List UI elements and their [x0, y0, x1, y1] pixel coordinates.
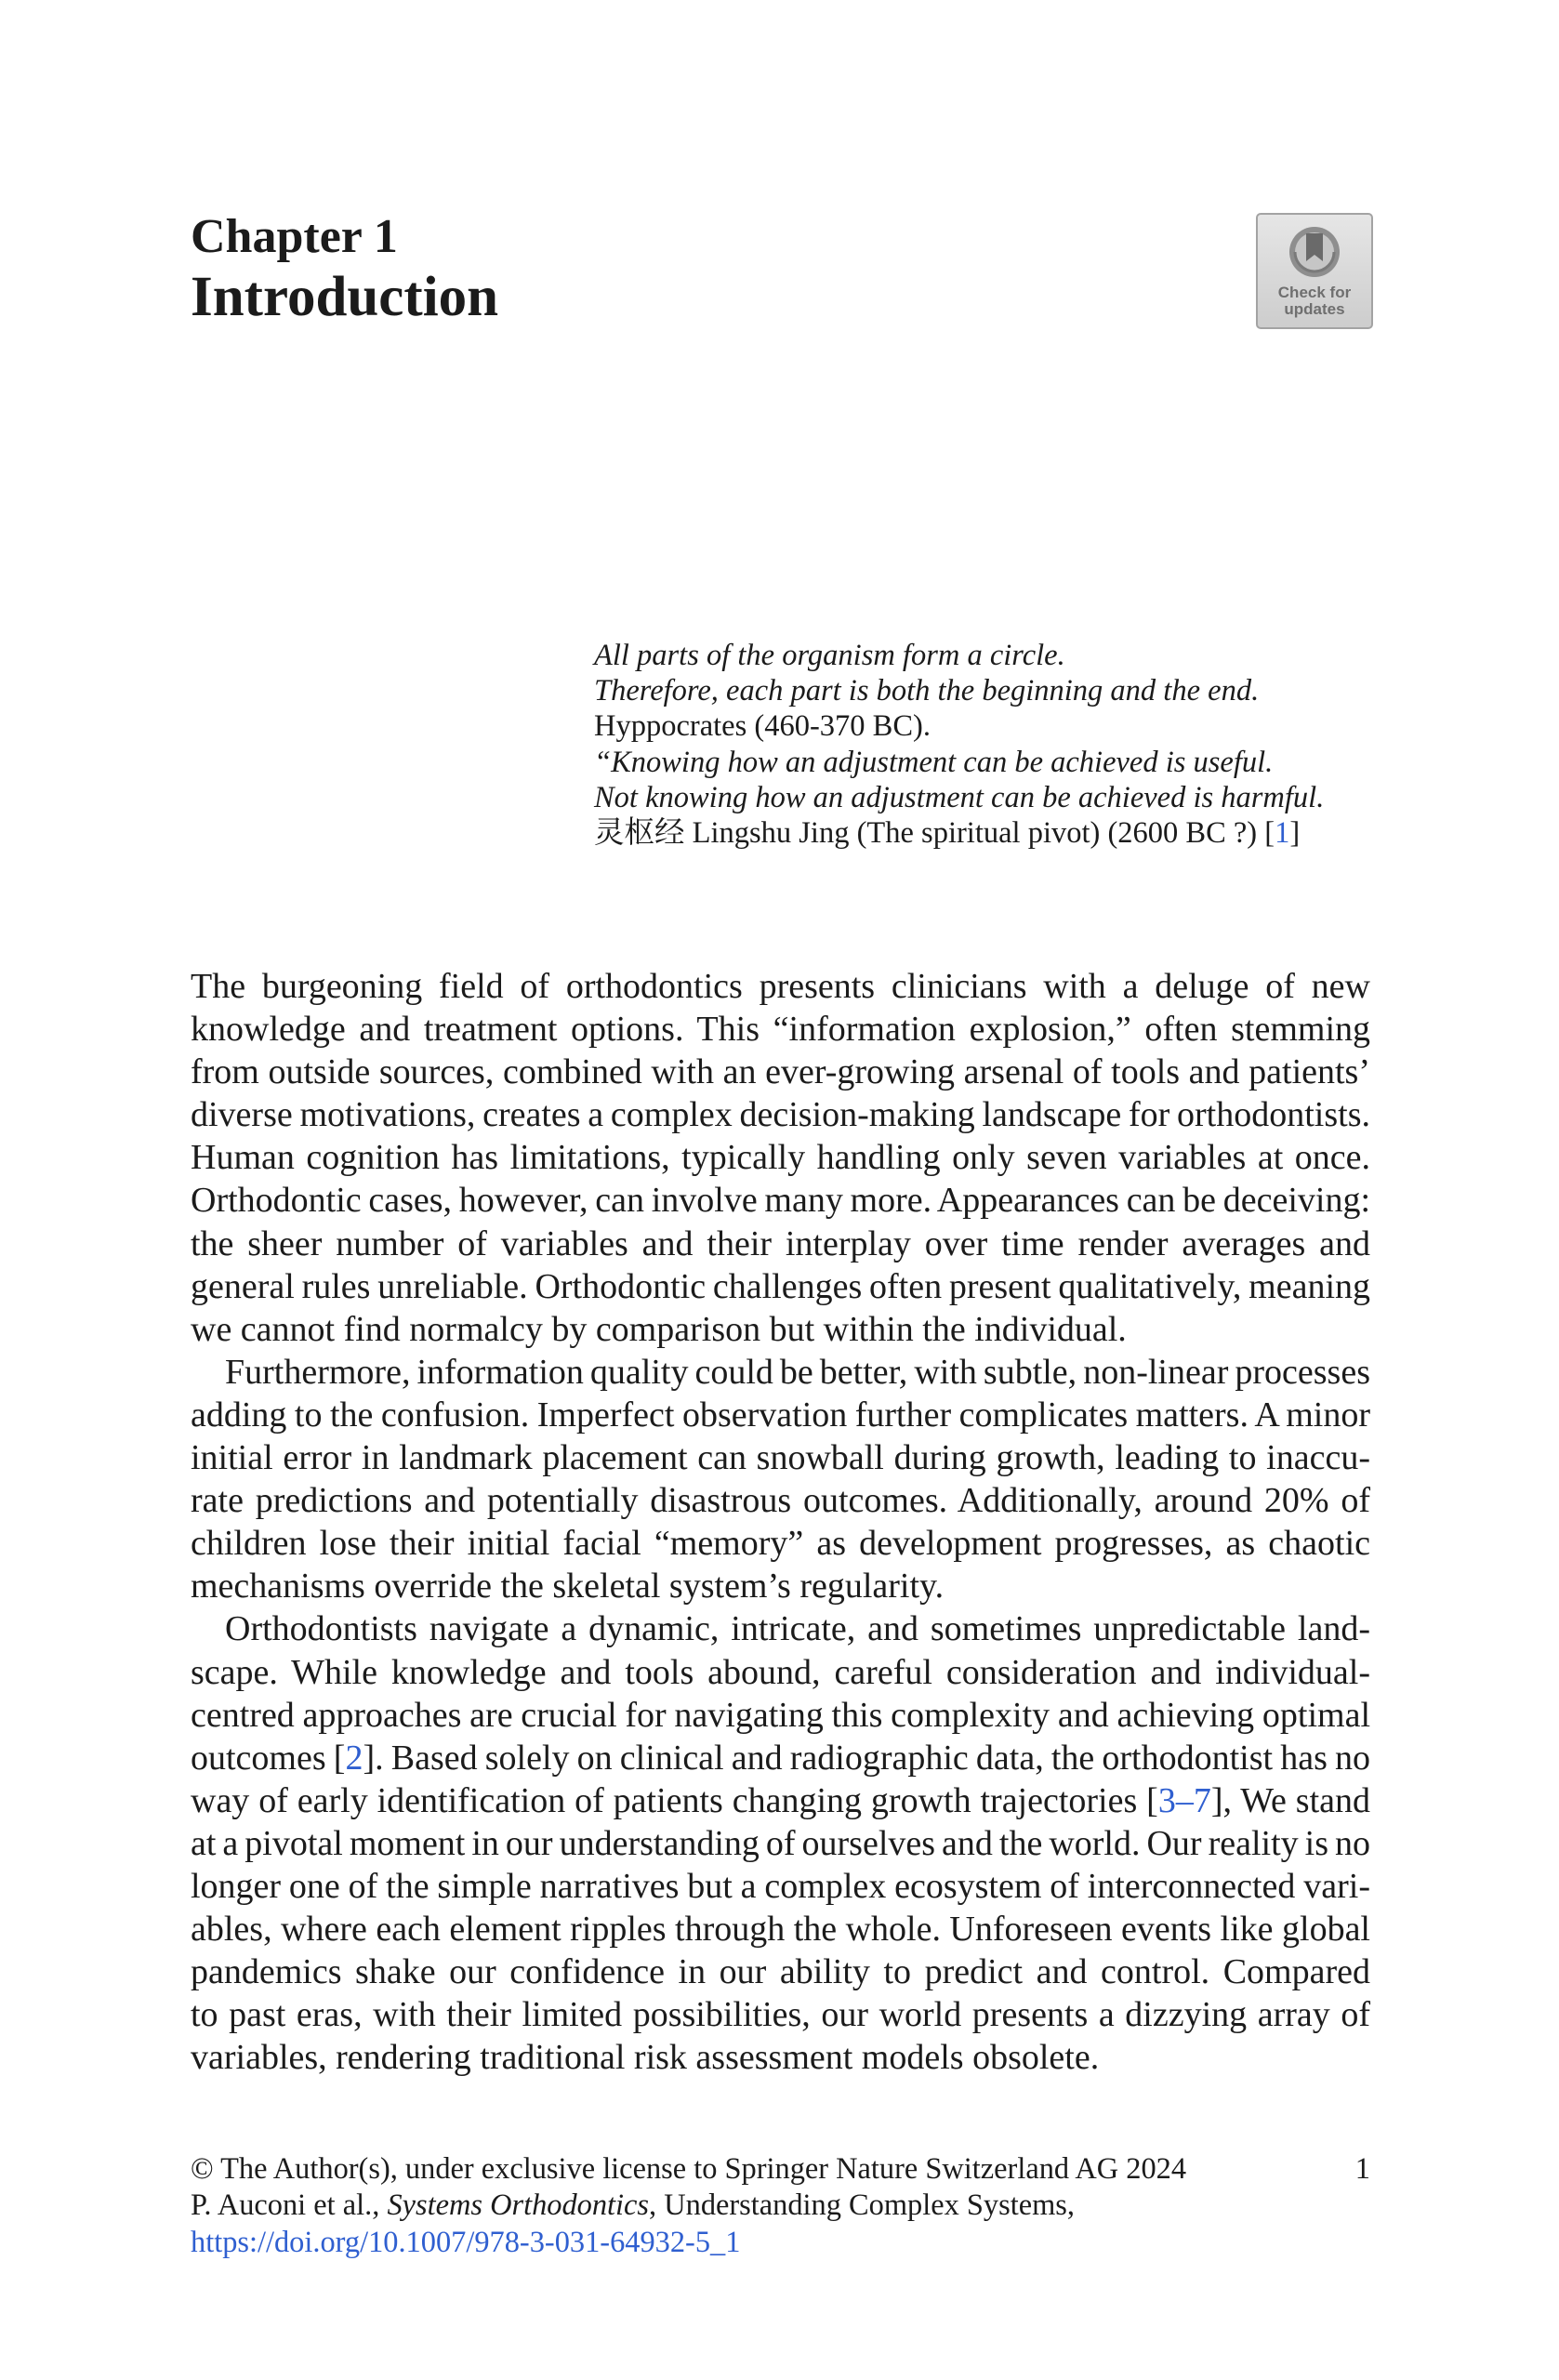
page-footer — [191, 2151, 1370, 2261]
book-series: , Understanding Complex Systems, — [649, 2188, 1075, 2223]
check-for-updates-badge[interactable] — [1256, 213, 1373, 329]
body-text-segment: way of early identification of patients changing growth trajectories [ — [191, 1780, 1158, 1820]
chapter-heading — [191, 209, 498, 330]
body-line — [191, 1737, 1370, 1779]
epigraph-attribution — [594, 815, 1324, 851]
body-line: Orthodontic cases, however, can involve many more. Appearances can be deceiving: — [191, 1181, 1370, 1221]
body-text-segment: ], We stand — [1210, 1780, 1370, 1820]
body-line: mechanisms override the skeletal system’s regularity. — [191, 1567, 945, 1606]
body-line: at a pivotal moment in our understanding of ourselves and the world. Our reality is no — [191, 1823, 1370, 1863]
citation-link[interactable]: 3–7 — [1157, 1780, 1211, 1820]
epigraph-line: “Knowing how an adjustment can be achieved is useful. — [594, 745, 1274, 779]
chapter-title: Introduction — [191, 266, 499, 328]
body-line: longer one of the simple narratives but a complex ecosystem of interconnected vari- — [191, 1866, 1370, 1906]
epigraph-source-text: 灵枢经 Lingshu Jing (The spiritual pivot) (2600 BC ?) [ — [594, 815, 1275, 850]
body-line: scape. While knowledge and tools abound, careful consideration and individual- — [191, 1652, 1370, 1692]
copyright-line: © The Author(s), under exclusive license to Springer Nature Switzerland AG 2024 — [191, 2152, 1187, 2186]
body-line: general rules unreliable. Orthodontic challenges often present qualitatively, meaning — [191, 1266, 1370, 1306]
body-line: we cannot find normalcy by comparison but within the individual. — [191, 1309, 1127, 1349]
epigraph-line: Therefore, each part is both the beginning and the end. — [594, 674, 1260, 708]
body-line: knowledge and treatment options. This “information explosion,” often stemming — [191, 1010, 1370, 1050]
badge-label-line2: updates — [1284, 300, 1345, 318]
body-line: ables, where each element ripples through the whole. Unforeseen events like global — [191, 1910, 1370, 1950]
book-authors: P. Auconi et al., — [191, 2188, 388, 2223]
book-citation — [191, 2188, 1370, 2224]
body-line — [191, 1779, 1370, 1822]
badge-label-line1: Check for — [1277, 284, 1352, 301]
citation-link[interactable]: 1 — [1275, 815, 1290, 850]
book-title: Systems Orthodontics — [387, 2188, 650, 2223]
page-number: 1 — [1354, 2152, 1370, 2186]
doi-link[interactable]: https://doi.org/10.1007/978-3-031-64932-5_1 — [191, 2225, 741, 2259]
epigraph-line: Not knowing how an adjustment can be achieved is harmful. — [594, 780, 1325, 814]
body-line: from outside sources, combined with an ever-growing arsenal of tools and patients’ — [191, 1052, 1370, 1092]
body-line: adding to the confusion. Imperfect observation further complicates matters. A minor — [191, 1395, 1370, 1435]
epigraph — [594, 638, 1324, 851]
chapter-label: Chapter 1 — [191, 210, 398, 263]
body-line: Human cognition has limitations, typically handling only seven variables at once. — [191, 1138, 1370, 1178]
body-line: variables, rendering traditional risk assessment models obsolete. — [191, 2038, 1100, 2078]
paragraph — [191, 1351, 1370, 1608]
body-line: Furthermore, information quality could be better, with subtle, non-linear processes — [225, 1352, 1370, 1392]
epigraph-line: All parts of the organism form a circle. — [594, 639, 1065, 672]
body-line: The burgeoning field of orthodontics presents clinicians with a deluge of new — [191, 967, 1370, 1006]
body-line: rate predictions and potentially disastrous outcomes. Additionally, around 20% of — [191, 1481, 1370, 1521]
body-text — [191, 965, 1370, 2079]
body-line: Orthodontists navigate a dynamic, intricate, and sometimes unpredictable land- — [225, 1609, 1370, 1649]
body-line: centred approaches are crucial for navigating this complexity and achieving optimal — [191, 1695, 1370, 1735]
citation-link[interactable]: 2 — [345, 1738, 363, 1778]
body-line: initial error in landmark placement can snowball during growth, leading to inaccu- — [191, 1438, 1370, 1478]
body-line: the sheer number of variables and their interplay over time render averages and — [191, 1223, 1370, 1263]
body-line: pandemics shake our confidence in our ability to predict and control. Compared — [191, 1952, 1370, 1992]
body-text-segment: ]. Based solely on clinical and radiographic data, the orthodontist has no — [363, 1738, 1370, 1778]
body-line: to past eras, with their limited possibilities, our world presents a dizzying array of — [191, 1995, 1370, 2035]
body-line: diverse motivations, creates a complex decision-making landscape for orthodontists. — [191, 1095, 1370, 1135]
body-line: children lose their initial facial “memory” as development progresses, as chaotic — [191, 1524, 1370, 1564]
body-text-segment: outcomes [ — [191, 1738, 346, 1778]
paragraph — [191, 1607, 1370, 2079]
epigraph-attribution: Hyppocrates (460-370 BC). — [594, 709, 931, 744]
paragraph — [191, 965, 1370, 1351]
epigraph-source-text: ] — [1289, 815, 1301, 850]
